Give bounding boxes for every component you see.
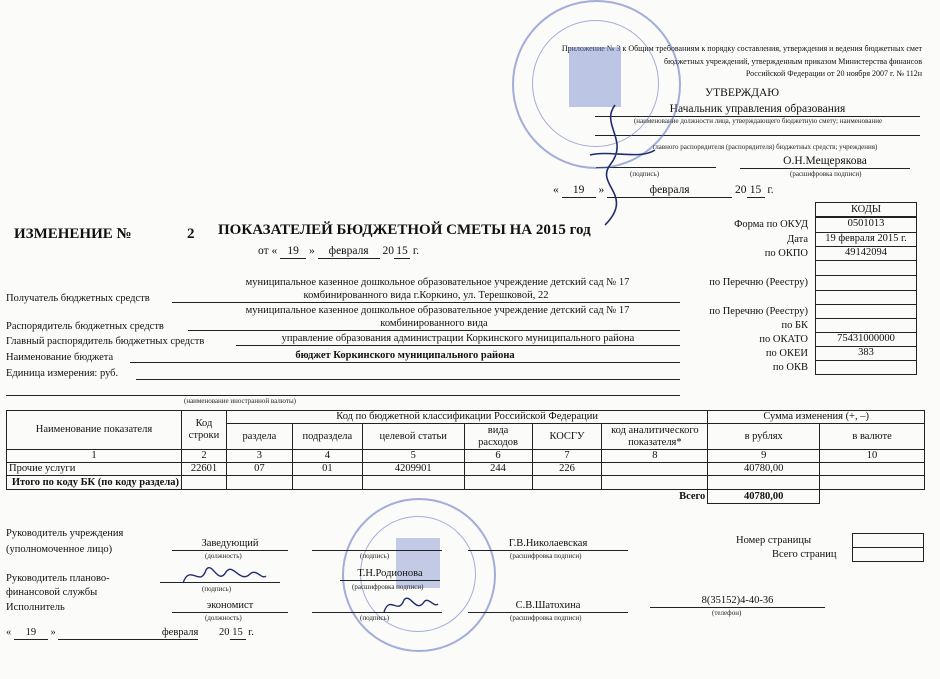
code-value: 49142094 [815,247,917,261]
total-cell [362,476,464,490]
approve-year: 15 [747,184,765,198]
head-signature-line [312,550,442,551]
approve-date-suffix: г. [767,184,774,196]
manager-line-1: муниципальное казенное дошкольное образовательное учреждение детский сад № 17 [245,305,630,316]
recipient-line-1: муниципальное казенное дошкольное образовательное учреждение детский сад № 17 [245,277,630,288]
grand-empty [820,490,925,504]
approve-manager-caption: главного распорядителя (распорядителя) бюджетных средств; учреждения) [652,143,878,151]
sig-date-day: 19 [14,627,48,640]
table-subheader: КОСГУ [532,424,602,450]
code-value: 19 февраля 2015 г. [815,233,917,247]
table-head-code-text: Код строки [188,418,220,441]
heading-day: 19 [280,245,306,259]
code-value [815,319,917,333]
code-value [815,276,917,291]
sig-date-year: 15 [230,627,246,640]
table-subheader: целевой статьи [362,424,464,450]
currency-line [6,395,680,396]
exec-decode-caption: (расшифровка подписи) [510,614,582,622]
code-label [690,262,808,277]
unit-label: Единица измерения: руб. [6,368,119,379]
approve-signature-caption: (подпись) [630,170,660,178]
heading-year-prefix: 20 [382,245,394,257]
approve-day: 19 [562,184,596,198]
codes-header: КОДЫ [815,202,917,217]
page-number-box [852,533,924,548]
sig-date-year-prefix: 20 [219,627,230,638]
exec-label: Исполнитель [6,602,65,613]
code-label: по ОКАТО [759,334,808,345]
table-subheader: подраздела [292,424,362,450]
code-label: по БК [781,320,808,331]
main-manager-label: Главный распорядитель бюджетных средств [6,336,205,347]
plan-signature-caption: (подпись) [202,585,232,593]
currency-caption: (наименование иностранной валюты) [184,397,296,405]
column-number: 7 [532,450,602,463]
code-label: по ОКЕИ [765,348,808,359]
column-number: 2 [181,450,226,463]
table-row [7,463,925,476]
sig-date-open: « [6,627,12,638]
table-cell: 01 [292,463,362,476]
head-label-1: Руководитель учреждения [6,528,124,539]
total-cell [820,476,925,490]
column-number: 10 [820,450,925,463]
code-label [690,292,808,306]
table-subheader: в валюте [820,424,925,450]
head-label-2: (уполномоченное лицо) [6,544,113,555]
table-subheader: вида расходов [464,424,532,450]
approve-position: Начальник управления образования [595,103,920,117]
grand-value: 40780,00 [708,490,820,504]
signature-date [6,627,254,640]
total-label: Итого по коду БК (по коду раздела) [7,476,182,490]
date-close-quote: » [598,184,605,196]
date-open-quote: « [553,184,559,196]
pages-total-label: Всего страниц [772,549,837,560]
total-cell [602,476,708,490]
sig-date-close: » [50,627,56,638]
plan-decode-caption: (расшифровка подписи) [352,583,424,591]
estimate-table [6,410,925,504]
appendix-line-2: бюджетных учреждений, утвержденным приказом Министерства финансов [664,57,922,66]
exec-position: экономист [172,600,288,613]
heading-title: ПОКАЗАТЕЛЕЙ БЮДЖЕТНОЙ СМЕТЫ НА 2015 год [218,222,591,238]
total-cell [226,476,292,490]
code-label: по ОКПО [764,248,808,259]
sig-date-suffix: г. [248,627,254,638]
heading-month: февраля [318,245,380,259]
plan-name: Т.Н.Родионова [340,568,440,581]
approve-month: февраля [607,184,732,198]
table-cell [602,463,708,476]
heading-close-quote: » [309,245,315,257]
code-value [815,361,917,375]
code-value: 0501013 [815,217,917,233]
table-subheader: раздела [226,424,292,450]
sig-date-month: февраля [58,627,198,640]
table-cell: 22601 [181,463,226,476]
heading-change: ИЗМЕНЕНИЕ № [14,226,132,242]
exec-phone-caption: (телефон) [712,609,742,617]
page-number-label: Номер страницы [736,535,812,546]
code-label: по Перечню (Реестру) [709,306,808,317]
exec-name: С.В.Шатохина [468,600,628,613]
heading-from: от « [258,245,278,257]
exec-signature-caption: (подпись) [360,614,390,622]
total-cell [181,476,226,490]
code-label: по Перечню (Реестру) [709,277,808,288]
budget-label: Наименование бюджета [6,352,114,363]
table-subheader: код аналитического показателя* [602,424,708,450]
manager-label: Распорядитель бюджетных средств [6,321,164,332]
total-cell [708,476,820,490]
table-cell: 07 [226,463,292,476]
heading-year: 15 [394,245,410,259]
head-decode-caption: (расшифровка подписи) [510,552,582,560]
table-cell: 244 [464,463,532,476]
table-cell: 226 [532,463,602,476]
code-value: 383 [815,347,917,361]
code-label: Дата [787,234,808,245]
code-label: Форма по ОКУД [734,219,808,230]
total-cell [292,476,362,490]
heading-suffix: г. [412,245,420,257]
heading-date [258,245,419,259]
column-number: 8 [602,450,708,463]
column-number: 4 [292,450,362,463]
codes-values [815,217,917,375]
total-cell [464,476,532,490]
heading-number: 2 [187,226,195,242]
head-signature-caption: (подпись) [360,552,390,560]
table-total-row [7,476,925,490]
table-head-bk: Код по бюджетной классификации Российской Федерации [226,411,707,424]
table-grand-row [7,490,925,504]
code-value: 75431000000 [815,333,917,347]
exec-signature-icon [380,590,440,620]
appendix-line-3: Российской Федерации от 20 ноября 2007 г. № 112н [745,69,922,78]
pages-total-box [852,547,924,562]
table-head-name-text: Наименование показателя [35,424,153,435]
column-number: 3 [226,450,292,463]
approver-signature-icon [560,95,670,235]
column-number: 1 [7,450,182,463]
column-number: 5 [362,450,464,463]
table-number-row [7,450,925,463]
budget-value: бюджет Коркинского муниципального района [130,350,680,363]
column-number: 9 [708,450,820,463]
exec-position-caption: (должность) [205,614,242,622]
exec-phone: 8(35152)4-40-36 [650,595,825,608]
approve-title: УТВЕРЖДАЮ [705,87,780,99]
table-head-code [181,411,226,450]
grand-label: Всего [679,490,706,502]
approve-year-prefix: 20 [735,184,747,196]
approve-position-caption: (наименование должности лица, утверждающего бюджетную смету; наименование [633,117,883,125]
unit-line [136,379,680,380]
appendix-line-1: Приложение № 3 к Общим требованиям к порядку составления, утверждения и ведения бюджетных смет [561,44,922,53]
table-head-name [7,411,182,450]
head-position: Заведующий [172,538,288,551]
plan-label-1: Руководитель планово- [6,573,110,584]
plan-label-2: финансовой службы [6,587,98,598]
recipient-line-2: комбинированного вида г.Коркино, ул. Терешковой, 22 [172,290,680,303]
column-number: 6 [464,450,532,463]
code-label: по ОКВ [772,362,808,373]
code-value [815,305,917,319]
head-name: Г.В.Николаевская [468,538,628,551]
table-cell: Прочие услуги [7,463,182,476]
table-head-sum: Сумма изменения (+, –) [708,411,925,424]
head-position-caption: (должность) [205,552,242,560]
total-cell [532,476,602,490]
recipient-label: Получатель бюджетных средств [6,293,150,304]
code-value [815,291,917,305]
table-subheader: в рублях [708,424,820,450]
table-cell: 40780,00 [708,463,820,476]
table-cell [820,463,925,476]
approve-signer: О.Н.Мещерякова [740,155,910,169]
code-value [815,261,917,276]
approve-decode-caption: (расшифровка подписи) [790,170,862,178]
main-manager-value: управление образования администрации Коркинского муниципального района [236,333,680,346]
manager-line-2: комбинированного вида [188,318,680,331]
codes-labels [690,219,808,376]
plan-signature-icon [178,558,268,592]
table-cell: 4209901 [362,463,464,476]
